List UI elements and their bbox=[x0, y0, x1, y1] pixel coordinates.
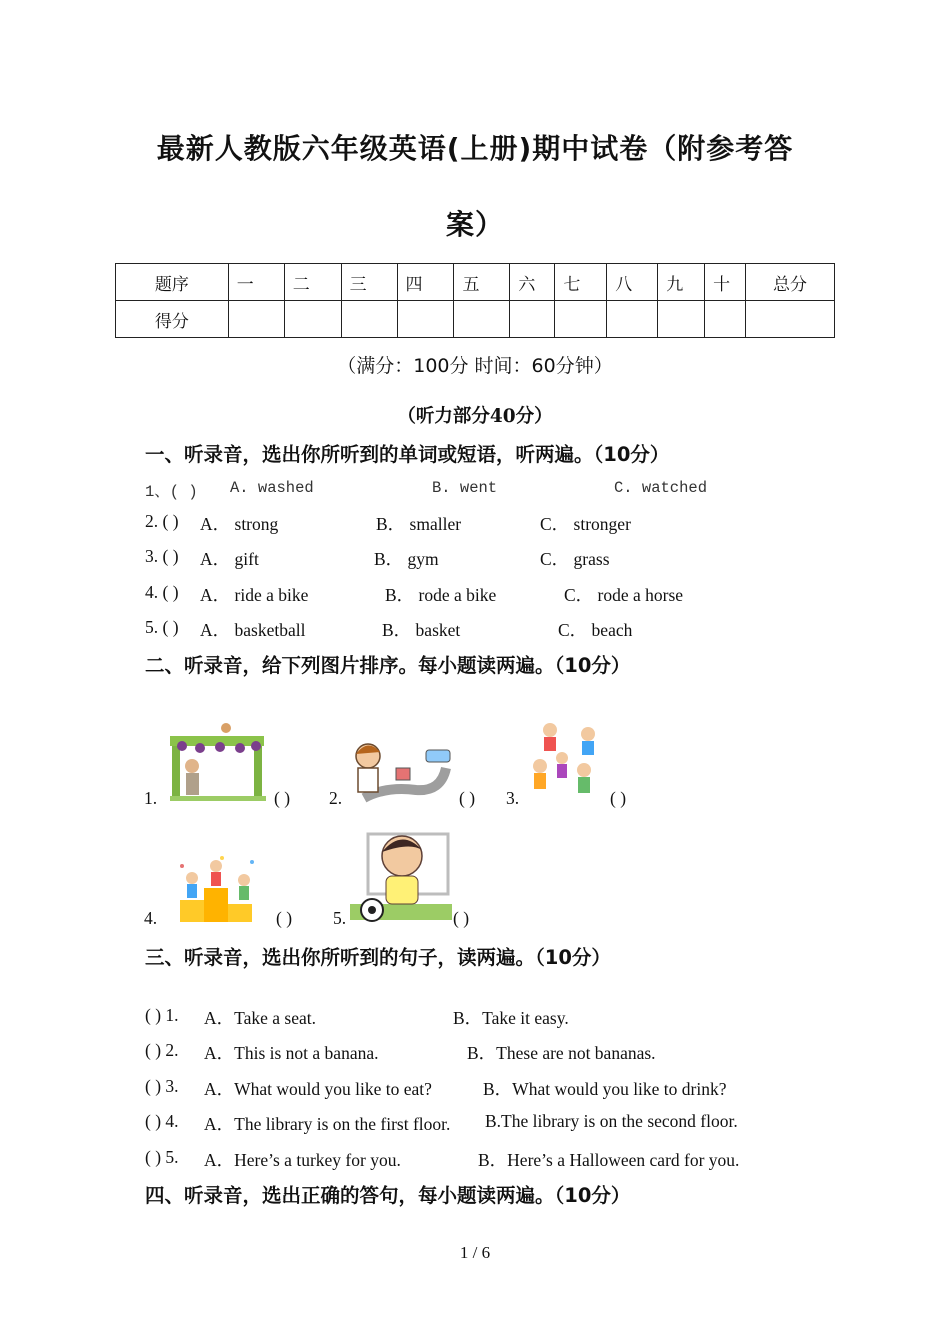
child-body bbox=[582, 741, 594, 755]
podium-third bbox=[228, 904, 252, 922]
exam-info: （满分：100分 时间：60分钟） bbox=[337, 355, 613, 377]
score-cell[interactable] bbox=[658, 301, 705, 338]
s1-item-2-num: 2. ( ) bbox=[145, 511, 179, 531]
s2-label-5: 5. bbox=[333, 908, 347, 928]
boy-body bbox=[358, 768, 378, 792]
header-cell: 一 bbox=[228, 264, 284, 301]
s3-item-2-option-a: A．This is not a banana. bbox=[204, 1043, 379, 1063]
s1-item-5-option-a: A． basketball bbox=[200, 620, 306, 640]
header-cell: 三 bbox=[341, 264, 397, 301]
grape bbox=[195, 743, 205, 753]
s1-item-1-num: 1、( ) bbox=[145, 483, 198, 501]
row-label-cell: 得分 bbox=[116, 301, 229, 338]
s2-blank-3[interactable]: ( ) bbox=[610, 788, 627, 808]
grape bbox=[215, 742, 225, 752]
s2-label-3: 3. bbox=[506, 788, 520, 808]
s3-item-1-option-a: A．Take a seat. bbox=[204, 1008, 316, 1028]
s1-item-4-option-a: A． ride a bike bbox=[200, 585, 309, 605]
injured-soccer-boy-picture bbox=[350, 828, 452, 924]
winner-body bbox=[239, 886, 249, 900]
header-cell: 五 bbox=[454, 264, 510, 301]
child-head bbox=[581, 727, 595, 741]
score-cell[interactable] bbox=[454, 301, 510, 338]
confetti bbox=[220, 856, 224, 860]
s3-item-2-num: ( ) 2. bbox=[145, 1040, 179, 1060]
s3-item-1-option-b: B．Take it easy. bbox=[453, 1008, 569, 1028]
s1-item-4-option-b: B． rode a bike bbox=[385, 585, 497, 605]
s2-blank-2[interactable]: ( ) bbox=[459, 788, 476, 808]
score-cell[interactable] bbox=[510, 301, 555, 338]
header-cell: 二 bbox=[284, 264, 341, 301]
boy-toy-train-picture bbox=[346, 738, 456, 808]
child-body bbox=[557, 764, 567, 778]
s3-item-3-option-a: A．What would you like to eat? bbox=[204, 1079, 432, 1099]
s3-item-4-option-a: A．The library is on the first floor. bbox=[204, 1114, 451, 1134]
grandparent-body bbox=[186, 773, 199, 795]
header-cell: 六 bbox=[510, 264, 555, 301]
s3-item-4-num: ( ) 4. bbox=[145, 1111, 179, 1131]
winner-head bbox=[186, 872, 198, 884]
s1-item-2-option-b: B． smaller bbox=[376, 514, 462, 534]
podium-second bbox=[180, 900, 204, 922]
s2-blank-4[interactable]: ( ) bbox=[276, 908, 293, 928]
grape-arbor-picture bbox=[162, 718, 272, 803]
score-cell[interactable] bbox=[705, 301, 746, 338]
s1-item-1-option-b: B. went bbox=[432, 479, 498, 497]
s3-item-5-option-b: B．Here’s a Halloween card for you. bbox=[478, 1150, 740, 1170]
child-head bbox=[533, 759, 547, 773]
toy-box bbox=[396, 768, 410, 780]
boy-shirt bbox=[386, 876, 418, 904]
grape bbox=[235, 743, 245, 753]
s1-item-4-option-c: C． rode a horse bbox=[564, 585, 684, 605]
s2-label-1: 1. bbox=[144, 788, 158, 808]
person-head bbox=[221, 723, 231, 733]
header-cell: 八 bbox=[607, 264, 658, 301]
listening-header: （听力部分40分） bbox=[397, 406, 553, 427]
child-body bbox=[578, 777, 590, 793]
grape bbox=[177, 741, 187, 751]
page-title-line-2: 案） bbox=[445, 208, 504, 241]
header-cell: 四 bbox=[397, 264, 454, 301]
s2-label-2: 2. bbox=[329, 788, 343, 808]
soccer-ball-patch bbox=[368, 906, 376, 914]
header-cell: 十 bbox=[705, 264, 746, 301]
child-body bbox=[534, 773, 546, 789]
podium-winners-picture bbox=[162, 852, 270, 924]
s1-item-3-option-b: B． gym bbox=[374, 549, 439, 569]
confetti bbox=[250, 860, 254, 864]
podium-first bbox=[204, 888, 228, 922]
score-cell[interactable] bbox=[607, 301, 658, 338]
s1-item-1-option-a: A. washed bbox=[230, 479, 314, 497]
s3-item-3-option-b: B．What would you like to drink? bbox=[483, 1079, 727, 1099]
arbor-right-post bbox=[254, 746, 262, 798]
winner-head bbox=[238, 874, 250, 886]
score-table bbox=[115, 263, 835, 338]
score-cell[interactable] bbox=[746, 301, 835, 338]
s1-item-3-option-c: C． grass bbox=[540, 549, 610, 569]
s2-blank-5[interactable]: ( ) bbox=[453, 908, 470, 928]
page-title-line-1: 最新人教版六年级英语(上册)期中试卷（附参考答 bbox=[156, 132, 794, 165]
children-dancing-picture bbox=[522, 718, 612, 803]
winner-head bbox=[210, 860, 222, 872]
header-cell: 九 bbox=[658, 264, 705, 301]
s3-item-1-num: ( ) 1. bbox=[145, 1005, 179, 1025]
score-table-score-row bbox=[116, 301, 835, 338]
s3-item-2-option-b: B．These are not bananas. bbox=[467, 1043, 656, 1063]
winner-body bbox=[211, 872, 221, 886]
s3-item-5-option-a: A．Here’s a turkey for you. bbox=[204, 1150, 401, 1170]
s1-item-3-option-a: A． gift bbox=[200, 549, 259, 569]
header-cell: 题序 bbox=[116, 264, 229, 301]
section3-heading: 三、听录音，选出你所听到的句子，读两遍。（10分） bbox=[145, 946, 611, 969]
child-head bbox=[556, 752, 568, 764]
section1-heading: 一、听录音，选出你所听到的单词或短语，听两遍。（10分） bbox=[145, 443, 670, 466]
s3-item-4-option-b: B.The library is on the second floor. bbox=[485, 1111, 738, 1131]
header-cell: 总分 bbox=[746, 264, 835, 301]
confetti bbox=[180, 864, 184, 868]
section2-heading: 二、听录音，给下列图片排序。每小题读两遍。（10分） bbox=[145, 654, 631, 677]
score-cell[interactable] bbox=[228, 301, 284, 338]
arbor-left-post bbox=[172, 746, 180, 798]
page-number: 1 / 6 bbox=[459, 1243, 491, 1262]
s1-item-2-option-a: A． strong bbox=[200, 514, 279, 534]
score-cell[interactable] bbox=[397, 301, 454, 338]
section4-heading: 四、听录音，选出正确的答句，每小题读两遍。（10分） bbox=[145, 1184, 631, 1207]
child-head bbox=[577, 763, 591, 777]
s3-item-5-num: ( ) 5. bbox=[145, 1147, 179, 1167]
s1-item-5-num: 5. ( ) bbox=[145, 617, 179, 637]
s1-item-5-option-c: C． beach bbox=[558, 620, 633, 640]
winner-body bbox=[187, 884, 197, 898]
s1-item-2-option-c: C． stronger bbox=[540, 514, 631, 534]
toy-train bbox=[426, 750, 450, 762]
s1-item-4-num: 4. ( ) bbox=[145, 582, 179, 602]
header-cell: 七 bbox=[555, 264, 607, 301]
grass bbox=[170, 796, 266, 801]
s2-label-4: 4. bbox=[144, 908, 158, 928]
score-table-header-row bbox=[116, 264, 835, 301]
score-cell[interactable] bbox=[341, 301, 397, 338]
s3-item-3-num: ( ) 3. bbox=[145, 1076, 179, 1096]
child-head bbox=[543, 723, 557, 737]
s2-blank-1[interactable]: ( ) bbox=[274, 788, 291, 808]
score-cell[interactable] bbox=[555, 301, 607, 338]
grandparent-head bbox=[185, 759, 199, 773]
score-cell[interactable] bbox=[284, 301, 341, 338]
child-body bbox=[544, 737, 556, 751]
s1-item-5-option-b: B． basket bbox=[382, 620, 461, 640]
grape bbox=[251, 741, 261, 751]
s1-item-3-num: 3. ( ) bbox=[145, 546, 179, 566]
s1-item-1-option-c: C. watched bbox=[614, 479, 708, 497]
